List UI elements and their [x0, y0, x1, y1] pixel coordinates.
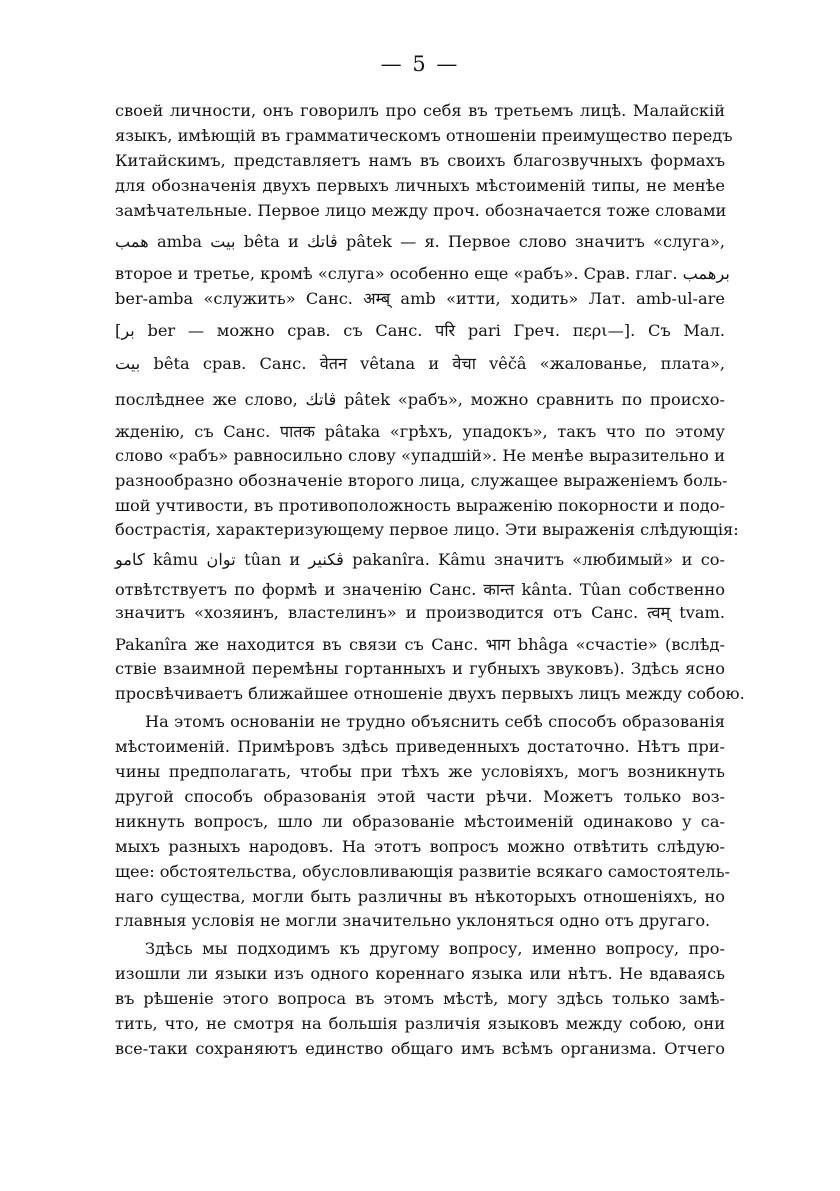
- text-line: все-таки сохраняютъ единство общаго имъ всѣмъ организма. Отчего: [115, 1039, 725, 1058]
- text-line: языкъ, имѣющій въ грамматическомъ отношеніи преимущество передъ: [115, 126, 733, 145]
- text-line: щее: обстоятельства, обусловливающія развитіе всякаго самостоятель-: [115, 862, 730, 881]
- text-line: ствіе взаимной перемѣны гортанныхъ и губныхъ звуковъ). Здѣсь ясно: [115, 659, 725, 678]
- text-line: жденію, съ Санс. पातक pâtaka «грѣхъ, упадокъ», такъ что по этому: [115, 422, 725, 441]
- text-line: разнообразно обозначеніе второго лица, служащее выраженіемъ боль-: [115, 471, 728, 490]
- text-line: слово «рабъ» равносильно слову «упадшій». Не менѣе выразительно и: [115, 446, 725, 465]
- text-line: просвѣчиваетъ ближайшее отношеніе двухъ первыхъ лицъ между собою.: [115, 684, 745, 703]
- text-line: На этомъ основаніи не трудно объяснить себѣ способъ образованія: [145, 712, 725, 731]
- text-line: Китайскимъ, представляетъ намъ въ своихъ благозвучныхъ формахъ: [115, 151, 725, 170]
- text-line: отвѣтствуетъ по формѣ и значенію Санс. कान्त kânta. Tûan собственно: [115, 580, 725, 599]
- text-line: чины предполагать, чтобы при тѣхъ же условіяхъ, могъ возникнуть: [115, 762, 725, 781]
- text-line: главныя условія не могли значительно уклоняться одно отъ другаго.: [115, 911, 711, 930]
- text-line: наго существа, могли быть различны въ нѣкоторыхъ отношеніяхъ, но: [115, 887, 725, 906]
- text-line: второе и третье, кромѣ «слуга» особенно еще «рабъ». Срав. глаг. برهمب: [115, 264, 730, 283]
- text-line: въ рѣшеніе этого вопроса въ этомъ мѣстѣ, могу здѣсь только замѣ-: [115, 989, 725, 1008]
- text-line: изошли ли языки изъ одного кореннаго языка или нѣтъ. Не вдаваясь: [115, 964, 725, 983]
- text-line: ber-amba «служить» Санс. अम्ब् amb «итти, ходить» Лат. amb-ul-are: [115, 289, 725, 308]
- text-line: бострастія, характеризующему первое лицо. Эти выраженія слѣдующія:: [115, 520, 739, 539]
- text-line: كامو kâmu توان tûan и ڤكنير pakanîra. Kâmu значитъ «любимый» и со-: [115, 550, 725, 569]
- text-line: [بر ber — можно срав. съ Санс. परि pari Греч. περι—]. Съ Мал.: [115, 321, 725, 340]
- text-line: Pakanîra же находится въ связи съ Санс. भाग bhâga «счастіе» (вслѣд-: [115, 635, 725, 654]
- text-line: мѣстоименій. Примѣровъ здѣсь приведенныхъ достаточно. Нѣтъ при-: [115, 737, 725, 756]
- text-line: значитъ «хозяинъ, властелинъ» и производится отъ Санс. त्वम् tvam.: [115, 603, 725, 622]
- text-line: никнуть вопросъ, шло ли образованіе мѣстоименій одинаково у са-: [115, 812, 725, 831]
- text-line: Здѣсь мы подходимъ къ другому вопросу, именно вопросу, про-: [145, 939, 725, 958]
- text-line: шой учтивости, въ противоположность выраженію покорности и подо-: [115, 496, 725, 515]
- text-line: بيت bêta срав. Санс. वेतन vêtana и वेचा vêčâ «жалованье, плата»,: [115, 354, 725, 373]
- text-line: мыхъ разныхъ народовъ. На этотъ вопросъ можно отвѣтить слѣдую-: [115, 837, 725, 856]
- text-line: своей личности, онъ говорилъ про себя въ третьемъ лицѣ. Малайскій: [115, 101, 725, 120]
- text-line: для обозначенія двухъ первыхъ личныхъ мѣстоименій типы, не менѣе: [115, 176, 725, 195]
- text-line: другой способъ образованія этой части рѣчи. Можетъ только воз-: [115, 787, 725, 806]
- text-line: همب amba بيت bêta и ڤاتك pâtek — я. Первое слово значитъ «слуга»,: [115, 232, 726, 251]
- text-line: тить, что, не смотря на большія различія языковъ между собою, они: [115, 1014, 725, 1033]
- text-line: замѣчательные. Первое лицо между проч. обозначается тоже словами: [115, 201, 727, 220]
- page-number: — 5 —: [380, 52, 460, 76]
- text-line: послѣднее же слово, ڤاتك pâtek «рабъ», можно сравнить по происхо-: [115, 390, 725, 409]
